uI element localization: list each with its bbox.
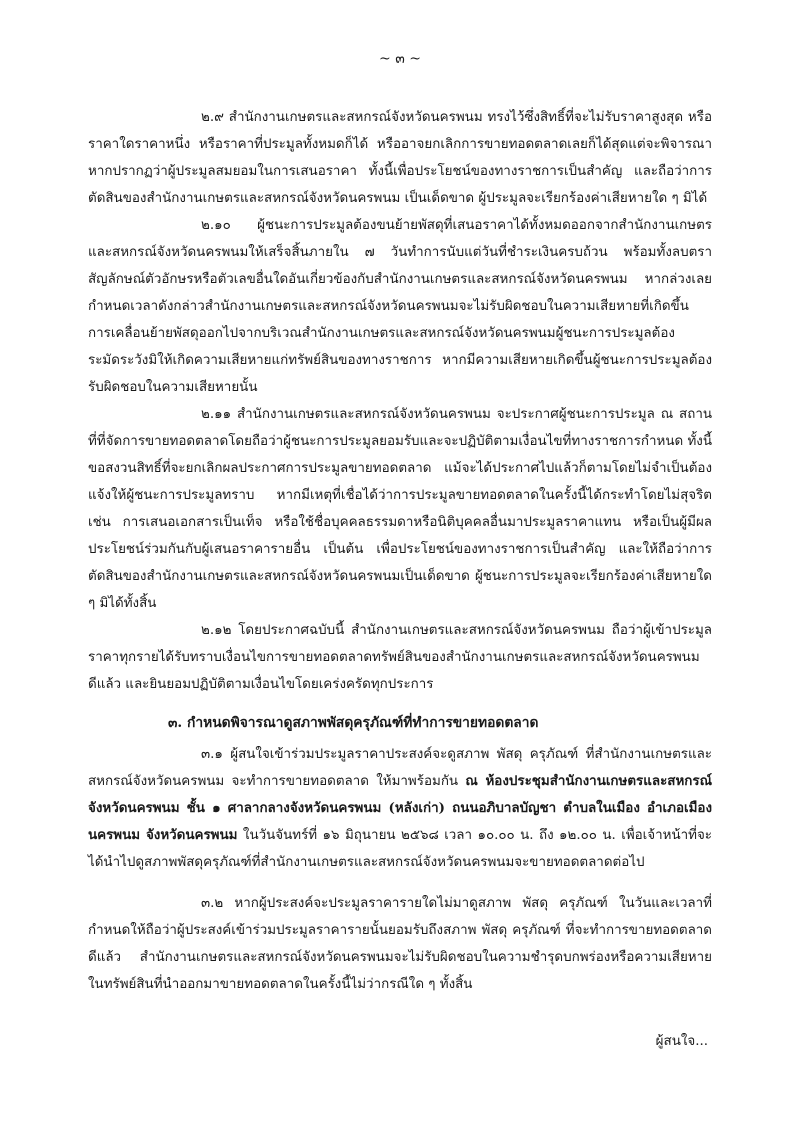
clause-3-1 xyxy=(88,741,712,876)
clause-2-11: ๒.๑๑ สำนักงานเกษตรและสหกรณ์จังหวัดนครพนม จะประกาศผู้ชนะการประมูล ณ สถานที่ที่จัดการขายทอดตลาดโดยถือว่าผู้ชนะการประมูลยอมรับและจะปฏิบัติตามเงื่อนไขที่ทางราชการกำหนด ทั้งนี้ขอสงวนสิทธิ์ที่จะยกเลิกผลประกาศการประมูลขายทอดตลาด แม้จะได้ประกาศไปแล้วก็ตามโดยไม่จำเป็นต้องแจ้งให้ผู้ชนะการประมูลทราบ หากมีเหตุที่เชื่อได้ว่าการประมูลขายทอดตลาดในครั้งนี้ได้กระทำโดยไม่สุจริต เช่น การเสนอเอกสารเป็นเท็จ หรือใช้ชื่อบุคคลธรรมดาหรือนิติบุคคลอื่นมาประมูลราคาแทน หรือเป็นผู้มีผลประโยชน์ร่วมกันกับผู้เสนอราคารายอื่น เป็นต้น เพื่อประโยชน์ของทางราชการเป็นสำคัญ และให้ถือว่าการตัดสินของสำนักงานเกษตรและสหกรณ์จังหวัดนครพนมเป็นเด็ดขาด ผู้ชนะการประมูลจะเรียกร้องค่าเสียหายใด ๆ มิได้ทั้งสิ้น xyxy=(88,407,712,611)
clause-2-10: ๒.๑๐ ผู้ชนะการประมูลต้องขนย้ายพัสดุที่เสนอราคาได้ทั้งหมดออกจากสำนักงานเกษตรและสหกรณ์จังหวัดนครพนมให้เสร็จสิ้นภายใน ๗ วันทำการนับแต่วันที่ชำระเงินครบถ้วน พร้อมทั้งลบตราสัญลักษณ์ตัวอักษรหรือตัวเลขอื่นใดอันเกี่ยวข้องกับสำนักงานเกษตรและสหกรณ์จังหวัดนครพนม หากล่วงเลยกำหนดเวลาดังกล่าวสำนักงานเกษตรและสหกรณ์จังหวัดนครพนมจะไม่รับผิดชอบในความเสียหายที่เกิดขึ้น การเคลื่อนย้ายพัสดุออกไปจากบริเวณสำนักงานเกษตรและสหกรณ์จังหวัดนครพนมผู้ชนะการประมูลต้องระมัดระวังมิให้เกิดความเสียหายแก่ทรัพย์สินของทางราชการ หากมีความเสียหายเกิดขึ้นผู้ชนะการประมูลต้องรับผิดชอบในความเสียหายนั้น xyxy=(88,218,712,395)
section-3-heading: ๓. กำหนดพิจารณาดูสภาพพัสดุครุภัณฑ์ที่ทำการขายทอดตลาด xyxy=(168,715,539,731)
clause-3-1-text-a: ๓.๑ ผู้สนใจเข้าร่วมประมูลราคาประสงค์จะดูสภาพ พัสดุ ครุภัณฑ์ ที่สำนักงานเกษตรและสหกรณ์จังหวัดนครพนม จะทำการขายทอดตลาด ให้มาพร้อมกัน xyxy=(88,747,712,789)
clause-3-1-text-b: ในวันจันทร์ที่ ๑๖ มิถุนายน ๒๕๖๘ เวลา ๑๐.๐๐ น. ถึง ๑๒.๐๐ น. เพื่อเจ้าหน้าที่จะได้นำไปดูสภาพพัสดุครุภัณฑ์ที่สำนักงานเกษตรและสหกรณ์จังหวัดนครพนมจะขายทอดตลาดต่อไป xyxy=(88,828,712,870)
clause-2-9: ๒.๙ สำนักงานเกษตรและสหกรณ์จังหวัดนครพนม ทรงไว้ซึ่งสิทธิ์ที่จะไม่รับราคาสูงสุด หรือราคาใดราคาหนึ่ง หรือราคาที่ประมูลทั้งหมดก็ได้ หรืออาจยกเลิกการขายทอดตลาดเลยก็ได้สุดแต่จะพิจารณา หากปรากฏว่าผู้ประมูลสมยอมในการเสนอราคา ทั้งนี้เพื่อประโยชน์ของทางราชการเป็นสำคัญ และถือว่าการตัดสินของสำนักงานเกษตรและสหกรณ์จังหวัดนครพนม เป็นเด็ดขาด ผู้ประมูลจะเรียกร้องค่าเสียหายใด ๆ มิได้ xyxy=(88,110,712,206)
continuation-marker: ผู้สนใจ... xyxy=(655,1034,708,1049)
page-number: ~ ๓ ~ xyxy=(379,51,421,67)
clause-2-12: ๒.๑๒ โดยประกาศฉบับนี้ สำนักงานเกษตรและสหกรณ์จังหวัดนครพนม ถือว่าผู้เข้าประมูลราคาทุกรายได้รับทราบเงื่อนไขการขายทอดตลาดทรัพย์สินของสำนักงานเกษตรและสหกรณ์จังหวัดนครพนมดีแล้ว และยินยอมปฏิบัติตามเงื่อนไขโดยเคร่งครัดทุกประการ xyxy=(88,623,712,692)
clause-3-2: ๓.๒ หากผู้ประสงค์จะประมูลราคารายใดไม่มาดูสภาพ พัสดุ ครุภัณฑ์ ในวันและเวลาที่กำหนดให้ถือว่าผู้ประสงค์เข้าร่วมประมูลราคารายนั้นยอมรับถึงสภาพ พัสดุ ครุภัณฑ์ ที่จะทำการขายทอดตลาดดีแล้ว สำนักงานเกษตรและสหกรณ์จังหวัดนครพนมจะไม่รับผิดชอบในความชำรุดบกพร่องหรือความเสียหายในทรัพย์สินที่นำออกมาขายทอดตลาดในครั้งนี้ไม่ว่ากรณีใด ๆ ทั้งสิ้น xyxy=(88,896,712,992)
clause-3-1-location: ณ ห้องประชุมสำนักงานเกษตรและสหกรณ์จังหวัดนครพนม ชั้น ๑ ศาลากลางจังหวัดนครพนม (หลังเก่า) ถนนอภิบาลบัญชา ตำบลในเมือง อำเภอเมืองนครพนม จังหวัดนครพนม xyxy=(88,773,713,843)
